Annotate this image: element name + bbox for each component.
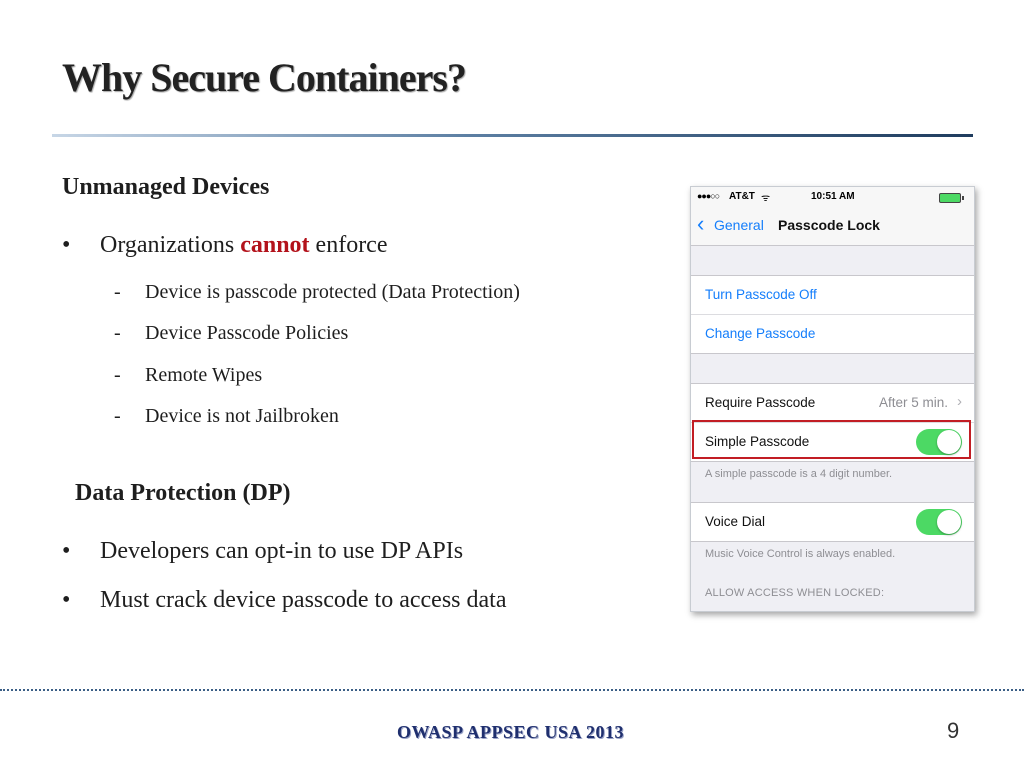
phone-screenshot xyxy=(690,186,975,612)
bullet-text: Developers can opt-in to use DP APIs xyxy=(100,538,464,564)
slide-title: Why Secure Containers? xyxy=(62,55,466,100)
carrier-label: AT&T xyxy=(729,191,755,202)
section-heading-data-protection: Data Protection (DP) xyxy=(75,480,291,506)
sub-item-text: Device is passcode protected (Data Protection) xyxy=(145,281,520,303)
nav-title: Passcode Lock xyxy=(778,217,880,233)
voice-dial-toggle[interactable] xyxy=(916,509,962,535)
section-heading-unmanaged: Unmanaged Devices xyxy=(62,174,270,200)
turn-passcode-off-cell[interactable] xyxy=(691,276,974,314)
chevron-left-icon[interactable]: ‹ xyxy=(697,211,705,236)
voice-dial-cell xyxy=(691,503,974,541)
bullet-text-suffix: enforce xyxy=(309,232,388,258)
bullet-marker: • xyxy=(62,232,71,258)
sub-item xyxy=(114,281,520,304)
battery-icon xyxy=(939,193,961,203)
wifi-icon: ᯤ xyxy=(761,193,771,204)
footer-divider xyxy=(0,689,1024,691)
simple-passcode-label: Simple Passcode xyxy=(705,434,810,449)
voice-dial-group xyxy=(691,502,974,542)
voice-dial-note: Music Voice Control is always enabled. xyxy=(705,548,896,560)
back-button[interactable]: General xyxy=(714,217,764,233)
simple-passcode-highlight xyxy=(692,420,971,459)
allow-access-header: ALLOW ACCESS WHEN LOCKED: xyxy=(705,587,885,599)
page-number: 9 xyxy=(947,718,960,743)
sub-item-text: Device is not Jailbroken xyxy=(145,405,339,427)
signal-strength-icon: ●●●○○ xyxy=(697,191,720,201)
require-passcode-value: After 5 min. xyxy=(878,395,948,410)
status-bar xyxy=(691,187,974,207)
sub-item-text: Remote Wipes xyxy=(145,364,263,386)
bullet-text-prefix: Organizations xyxy=(100,232,241,258)
change-passcode-button[interactable]: Change Passcode xyxy=(705,326,816,341)
bullet-text: Must crack device passcode to access data xyxy=(100,587,507,613)
status-time: 10:51 AM xyxy=(811,191,855,202)
sub-item-text: Device Passcode Policies xyxy=(145,322,349,344)
bullet-crack-passcode xyxy=(62,587,507,614)
require-passcode-cell[interactable] xyxy=(691,384,974,422)
simple-passcode-note: A simple passcode is a 4 digit number. xyxy=(705,468,893,480)
sub-item xyxy=(114,364,263,387)
turn-passcode-off-button[interactable]: Turn Passcode Off xyxy=(705,287,817,302)
voice-dial-label: Voice Dial xyxy=(705,514,766,529)
require-passcode-label: Require Passcode xyxy=(705,395,816,410)
sub-item-marker: - xyxy=(114,322,121,344)
toggle-knob xyxy=(937,510,961,534)
sub-item xyxy=(114,405,339,428)
title-divider xyxy=(52,134,973,137)
bullet-organizations xyxy=(62,232,388,259)
sub-item-marker: - xyxy=(114,281,121,303)
bullet-marker: • xyxy=(62,587,71,613)
sub-item xyxy=(114,322,349,345)
bullet-emphasis: cannot xyxy=(240,232,310,258)
owasp-logo: OWASP APPSEC USA 2013 xyxy=(397,722,625,742)
sub-item-marker: - xyxy=(114,364,121,386)
change-passcode-cell[interactable] xyxy=(691,314,974,353)
passcode-actions-group xyxy=(691,275,974,354)
nav-bar xyxy=(691,207,974,246)
bullet-developers xyxy=(62,538,464,565)
bullet-marker: • xyxy=(62,538,71,564)
sub-item-marker: - xyxy=(114,405,121,427)
chevron-right-icon: › xyxy=(957,393,962,410)
